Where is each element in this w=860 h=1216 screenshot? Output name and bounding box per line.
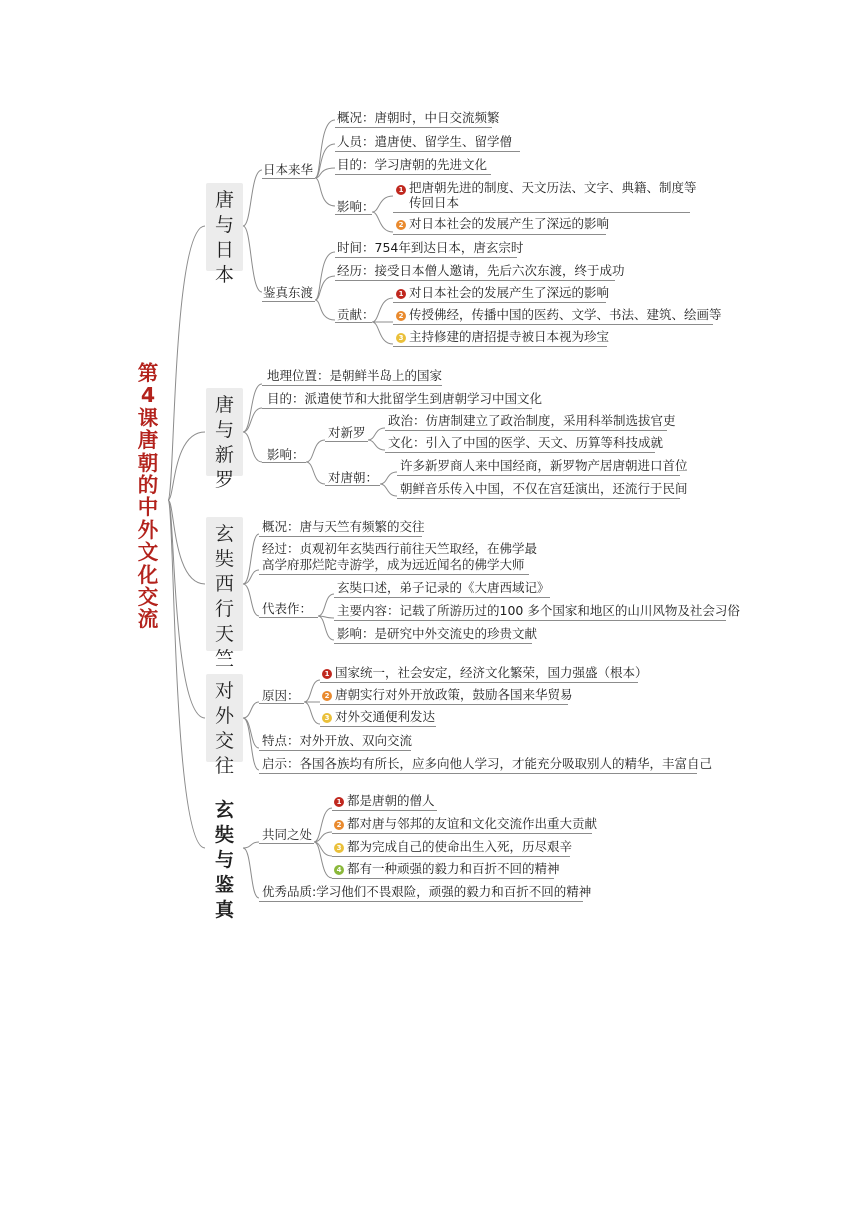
- divider: [385, 430, 667, 431]
- divider: [335, 322, 372, 323]
- jianzhen-contrib2: 传授佛经，传播中国的医药、文学、书法、建筑、绘画等: [409, 307, 722, 322]
- compare-common-label: 共同之处: [262, 827, 313, 842]
- divider: [259, 703, 304, 704]
- divider: [259, 617, 318, 618]
- silla-tang1: 许多新罗商人来中国经商，新罗物产居唐朝进口首位: [400, 458, 688, 473]
- divider: [325, 441, 368, 442]
- divider: [320, 704, 568, 705]
- divider: [393, 234, 606, 235]
- xuanzang-work-label: 代表作：: [262, 601, 313, 616]
- badge-1-icon: 1: [396, 289, 406, 299]
- divider: [332, 878, 554, 879]
- silla-impact-label: 影响：: [267, 447, 305, 462]
- divider: [335, 127, 492, 128]
- japan-impact-label: 影响：: [337, 199, 375, 214]
- divider: [397, 475, 680, 476]
- divider: [262, 301, 315, 302]
- divider: [320, 726, 436, 727]
- divider: [332, 856, 570, 857]
- divider: [262, 408, 532, 409]
- divider: [262, 385, 442, 386]
- badge-2-icon: 2: [322, 691, 332, 701]
- divider: [332, 833, 592, 834]
- divider: [335, 174, 491, 175]
- divider: [335, 280, 615, 281]
- divider: [334, 620, 726, 621]
- compare-quality: 优秀品质:学习他们不畏艰险，顽强的毅力和百折不回的精神: [262, 884, 592, 899]
- jianzhen-label: 鉴真东渡: [263, 285, 314, 300]
- compare-c3: 都为完成自己的使命出生入死，历尽艰辛: [347, 839, 573, 854]
- xuanzang-work3: 影响：是研究中外交流史的珍贵文献: [337, 626, 538, 641]
- topic-compare: 玄奘与鉴真: [206, 793, 243, 903]
- jianzhen-contrib1: 对日本社会的发展产生了深远的影响: [409, 285, 610, 300]
- foreign-reason3: 对外交通便利发达: [335, 709, 436, 724]
- silla-to-tang: 对唐朝：: [328, 470, 379, 485]
- badge-3-icon: 3: [334, 843, 344, 853]
- badge-3-icon: 3: [396, 333, 406, 343]
- divider: [393, 212, 690, 213]
- topic-foreign-exchange: 对外交往: [206, 674, 243, 762]
- foreign-reason-label: 原因：: [262, 688, 300, 703]
- foreign-feature: 特点：对外开放、双向交流: [262, 733, 413, 748]
- compare-c1: 都是唐朝的僧人: [347, 793, 435, 808]
- silla-location: 地理位置：是朝鲜半岛上的国家: [267, 368, 443, 383]
- badge-2-icon: 2: [396, 220, 406, 230]
- xuanzang-work2: 主要内容：记载了所游历过的100 多个国家和地区的山川风物及社会习俗: [337, 603, 740, 618]
- divider: [325, 485, 380, 486]
- badge-1-icon: 1: [396, 185, 406, 195]
- japan-purpose: 目的：学习唐朝的先进文化: [337, 157, 488, 172]
- divider: [332, 810, 437, 811]
- badge-1-icon: 1: [322, 669, 332, 679]
- divider: [393, 302, 606, 303]
- lesson-title: 第4课唐朝的中外文化交流: [137, 361, 159, 632]
- badge-3-icon: 3: [322, 713, 332, 723]
- japan-people: 人员：遣唐使、留学生、留学僧: [337, 134, 513, 149]
- divider: [334, 643, 532, 644]
- compare-c4: 都有一种顽强的毅力和百折不回的精神: [347, 861, 560, 876]
- divider: [320, 682, 638, 683]
- divider: [397, 498, 680, 499]
- topic-tang-silla: 唐与新罗: [206, 388, 243, 476]
- divider: [335, 214, 372, 215]
- divider: [259, 773, 697, 774]
- foreign-reason1: 国家统一，社会安定，经济文化繁荣，国力强盛（根本）: [335, 665, 648, 680]
- divider: [393, 346, 607, 347]
- badge-2-icon: 2: [396, 311, 406, 321]
- silla-purpose: 目的：派遣使节和大批留学生到唐朝学习中国文化: [267, 391, 543, 406]
- silla-politics: 政治：仿唐制建立了政治制度，采用科举制选拔官吏: [388, 413, 676, 428]
- divider: [335, 257, 517, 258]
- divider: [262, 178, 315, 179]
- divider: [259, 901, 583, 902]
- silla-tang2: 朝鲜音乐传入中国，不仅在宫廷演出，还流行于民间: [400, 481, 688, 496]
- japan-overview: 概况：唐朝时，中日交流频繁: [337, 110, 500, 125]
- xuanzang-process-line2: 高学府那烂陀寺游学，成为远近闻名的佛学大师: [262, 557, 525, 572]
- xuanzang-overview: 概况：唐与天竺有频繁的交往: [262, 519, 425, 534]
- jianzhen-experience: 经历：接受日本僧人邀请，先后六次东渡，终于成功: [337, 263, 625, 278]
- silla-culture: 文化：引入了中国的医学、天文、历算等科技成就: [388, 435, 664, 450]
- badge-2-icon: 2: [334, 820, 344, 830]
- xuanzang-process-line1: 经过：贞观初年玄奘西行前往天竺取经，在佛学最: [262, 541, 538, 556]
- jianzhen-contrib3: 主持修建的唐招提寺被日本视为珍宝: [409, 329, 610, 344]
- japan-impact1-line2: 传回日本: [409, 195, 460, 210]
- silla-to-silla: 对新罗: [328, 425, 366, 440]
- divider: [259, 843, 314, 844]
- compare-c2: 都对唐与邻邦的友谊和文化交流作出重大贡献: [347, 816, 598, 831]
- japan-visit-label: 日本来华: [263, 162, 314, 177]
- foreign-lesson: 启示：各国各族均有所长，应多向他人学习，才能充分吸取别人的精华，丰富自己: [262, 756, 713, 771]
- divider: [334, 597, 550, 598]
- jianzhen-time: 时间：754年到达日本，唐玄宗时: [337, 240, 524, 255]
- divider: [259, 574, 529, 575]
- topic-tang-japan: 唐与日本: [206, 183, 243, 271]
- badge-1-icon: 1: [334, 797, 344, 807]
- japan-impact1-line1: 把唐朝先进的制度、天文历法、文字、典籍、制度等: [409, 180, 697, 195]
- divider: [393, 324, 713, 325]
- badge-4-icon: 4: [334, 865, 344, 875]
- japan-impact2: 对日本社会的发展产生了深远的影响: [409, 216, 610, 231]
- foreign-reason2: 唐朝实行对外开放政策，鼓励各国来华贸易: [335, 687, 573, 702]
- divider: [259, 536, 422, 537]
- topic-xuanzang: 玄奘西行天竺: [206, 517, 243, 651]
- jianzhen-contrib-label: 贡献：: [337, 307, 375, 322]
- xuanzang-work1: 玄奘口述，弟子记录的《大唐西域记》: [337, 580, 550, 595]
- divider: [262, 462, 306, 463]
- divider: [259, 750, 411, 751]
- divider: [385, 452, 655, 453]
- divider: [335, 151, 520, 152]
